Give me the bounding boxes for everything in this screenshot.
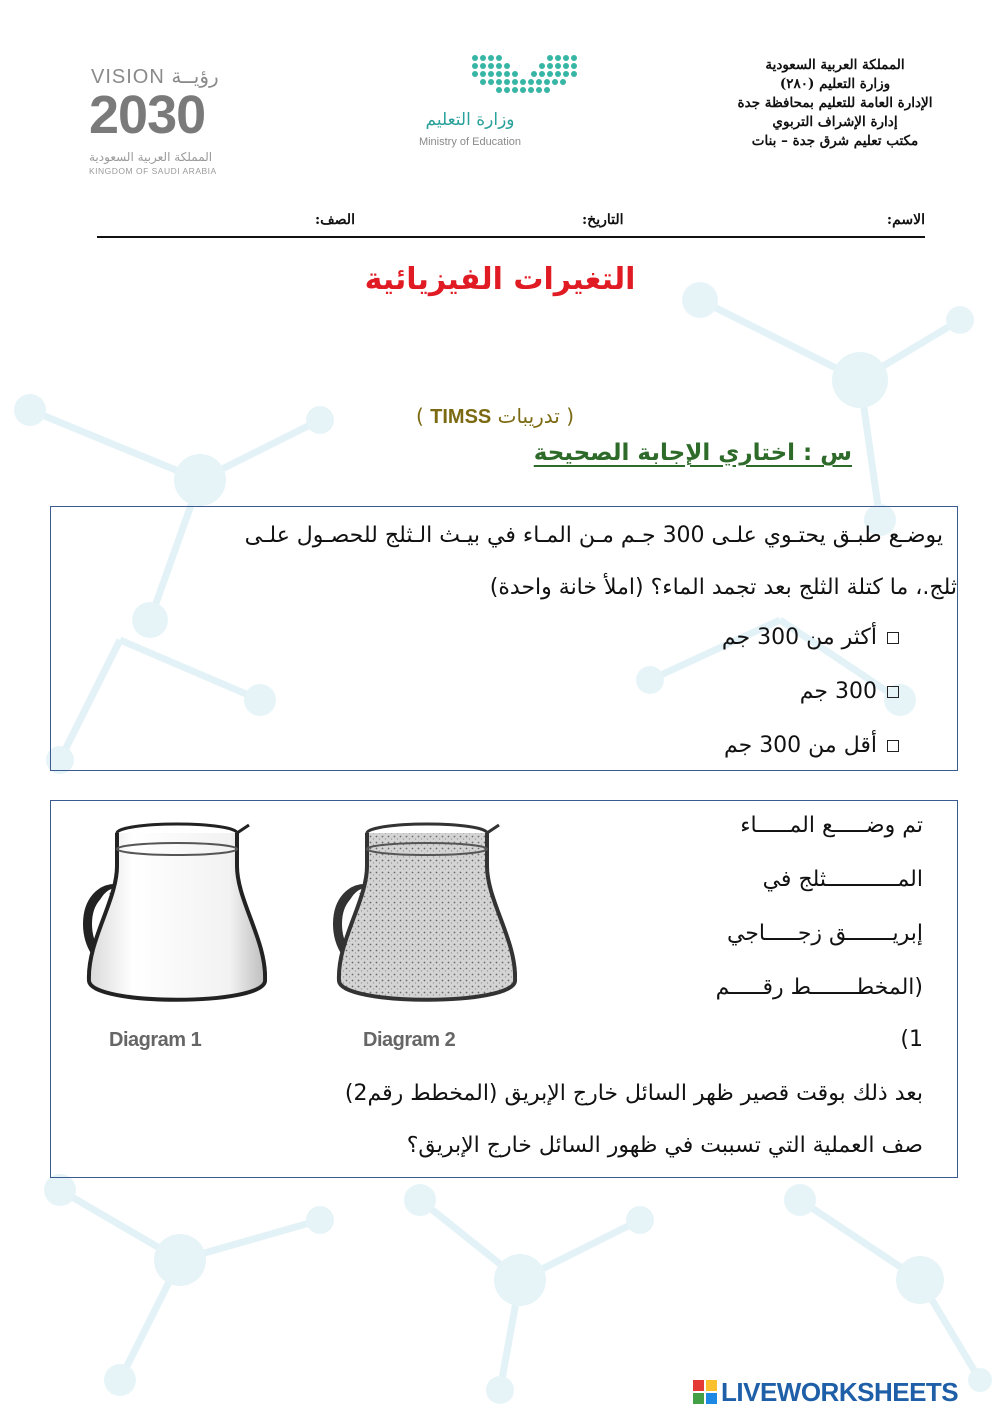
question-1-box	[50, 506, 958, 771]
question-instruction: س : اختاري الإجابة الصحيحة	[533, 440, 852, 466]
question-1-line-1: يوضـع طبـق يحتـوي علـى 300 جـم مـن المـاء في بيـث الـثلج للحصـول علـى	[244, 523, 943, 548]
diagram-1-label: Diagram 1	[109, 1029, 202, 1051]
option-1-label: أكثر من 300 جم	[721, 625, 877, 650]
ministry-line-office: مكتب تعليم شرق جدة – بنات	[751, 133, 919, 149]
worksheet-title: التغيرات الفيزيائية	[364, 262, 636, 297]
student-info-row	[97, 210, 925, 238]
subtitle-brand: TIMSS	[430, 406, 492, 428]
worksheet-subtitle	[330, 404, 660, 429]
moe-english-name: Ministry of Education	[418, 136, 522, 148]
question-2-text-line-3: إبريـــــــق زجـــــاجي	[726, 921, 923, 946]
option-less-than[interactable]	[724, 733, 899, 758]
subtitle-open: ( تدريبات	[497, 404, 575, 428]
ministry-line-supervision: إدارة الإشراف التربوي	[772, 114, 898, 130]
class-label: الصف:	[315, 212, 355, 228]
checkbox-option-1[interactable]	[887, 632, 899, 644]
question-2-prompt: صف العملية التي تسببت في ظهور السائل خارج الإبريق؟	[406, 1133, 923, 1158]
option-equal[interactable]	[800, 679, 899, 704]
checkbox-option-2[interactable]	[887, 686, 899, 698]
ministry-line-country: المملكة العربية السعودية	[765, 57, 905, 73]
jug-diagram-2	[327, 811, 517, 1011]
ministry-header	[700, 56, 970, 151]
option-2-label: 300 جم	[799, 679, 877, 704]
question-2-text-line-1: تم وضـــــع المـــــاء	[740, 813, 923, 838]
question-2-box	[50, 800, 958, 1178]
liveworksheets-icon	[693, 1380, 717, 1404]
liveworksheets-logo[interactable]	[693, 1375, 993, 1409]
moe-dots-icon	[400, 50, 590, 110]
name-label: الاسم:	[886, 212, 925, 228]
question-2-text-line-5: 1)	[900, 1027, 923, 1052]
checkbox-option-3[interactable]	[887, 740, 899, 752]
question-2-text-line-2: المـــــــــــثلج في	[762, 867, 923, 892]
vision-english-country: KINGDOM OF SAUDI ARABIA	[89, 166, 217, 176]
jug-diagram-1	[77, 811, 267, 1011]
moe-arabic-name: وزارة التعليم	[425, 110, 515, 130]
diagram-2-label: Diagram 2	[363, 1029, 456, 1051]
vision-top-text: VISION رؤيــة	[91, 66, 219, 88]
vision-arabic-country: المملكة العربية السعودية	[89, 150, 213, 164]
date-label: التاريخ:	[582, 212, 624, 228]
ministry-line-ministry: وزارة التعليم (٢٨٠)	[779, 76, 891, 92]
ministry-of-education-logo	[400, 50, 590, 155]
ministry-line-directorate: الإدارة العامة للتعليم بمحافظة جدة	[737, 95, 933, 111]
liveworksheets-brand: LIVEWORKSHEETS	[721, 1377, 959, 1407]
question-2-text-line-4: (المخطـــــــط رقـــــم	[715, 975, 923, 1000]
vision-number: 2030	[89, 85, 206, 145]
vision-2030-logo	[85, 60, 245, 180]
question-1-line-2: ثلج.، ما كتلة الثلج بعد تجمد الماء؟ (املأ خانة واحدة)	[489, 575, 957, 600]
subtitle-close: )	[415, 404, 424, 428]
question-2-line-after: بعد ذلك بوقت قصير ظهر السائل خارج الإبريق (المخطط رقم2)	[344, 1081, 923, 1106]
option-3-label: أقل من 300 جم	[723, 733, 877, 758]
option-more-than[interactable]	[722, 625, 899, 650]
